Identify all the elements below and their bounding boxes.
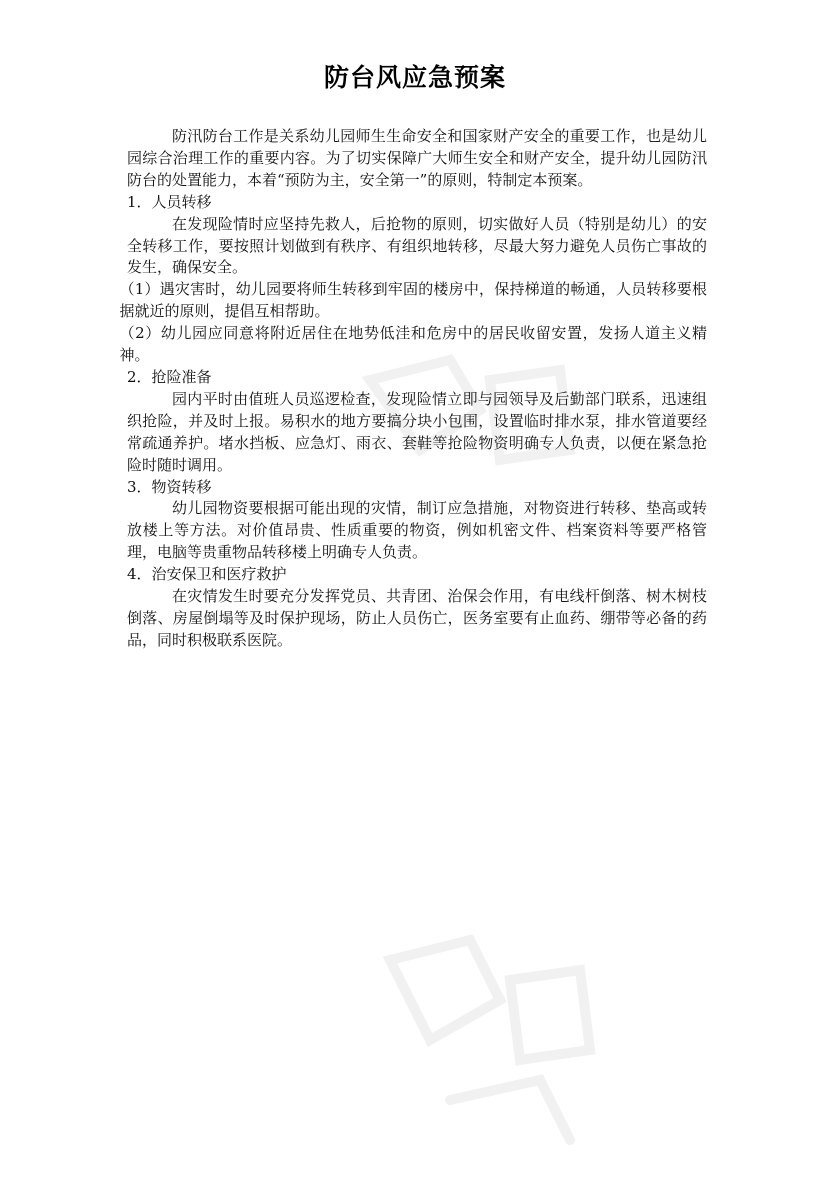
section-item-1-1: （1）遇灾害时，幼儿园要将师生转移到牢固的楼房中，保持梯道的畅通，人员转移要根据就近的原则，提倡互相帮助。 <box>119 280 707 321</box>
section-heading-1: 1．人员转移 <box>127 192 212 211</box>
section-paragraph-3: 幼儿园物资要根据可能出现的灾情，制订应急措施，对物资进行转移、垫高或转放楼上等方法。对价值昂贵、性质重要的物资，例如机密文件、档案资料等要严格管理，电脑等贵重物品转移楼上明确专人负责。 <box>127 499 707 562</box>
document-body <box>119 126 707 652</box>
section-heading-2: 2．抢险准备 <box>127 367 212 386</box>
section-heading-3: 3．物资转移 <box>127 477 212 496</box>
section-paragraph-4: 在灾情发生时要充分发挥党员、共青团、治保会作用，有电线杆倒落、树木树枝倒落、房屋倒塌等及时保护现场，防止人员伤亡，医务室要有止血药、绷带等必备的药品，同时积极联系医院。 <box>127 587 707 649</box>
document-title: 防台风应急预案 <box>323 63 506 92</box>
section-paragraph-1: 在发现险情时应坚持先救人，后抢物的原则，切实做好人员（特别是幼儿）的安全转移工作，要按照计划做到有秩序、有组织地转移，尽最大努力避免人员伤亡事故的发生，确保安全。 <box>127 214 707 277</box>
intro-paragraph: 防汛防台工作是关系幼儿园师生生命安全和国家财产安全的重要工作，也是幼儿园综合治理工作的重要内容。为了切实保障广大师生安全和财产安全，提升幼儿园防汛防台的处置能力，本着“预防为主，安全第一”的原则，特制定本预案。 <box>127 127 707 189</box>
section-paragraph-2: 园内平时由值班人员巡逻检查，发现险情立即与园领导及后勤部门联系，迅速组织抢险，并及时上报。易积水的地方要搞分块小包围，设置临时排水泵，排水管道要经常疏通养护。堵水挡板、应急灯、雨衣、套鞋等抢险物资明确专人负责，以便在紧急抢险时随时调用。 <box>127 389 707 474</box>
section-heading-4: 4．治安保卫和医疗救护 <box>127 565 287 584</box>
section-item-1-2: （2）幼儿园应同意将附近居住在地势低洼和危房中的居民收留安置，发扬人道主义精神。 <box>119 324 707 365</box>
